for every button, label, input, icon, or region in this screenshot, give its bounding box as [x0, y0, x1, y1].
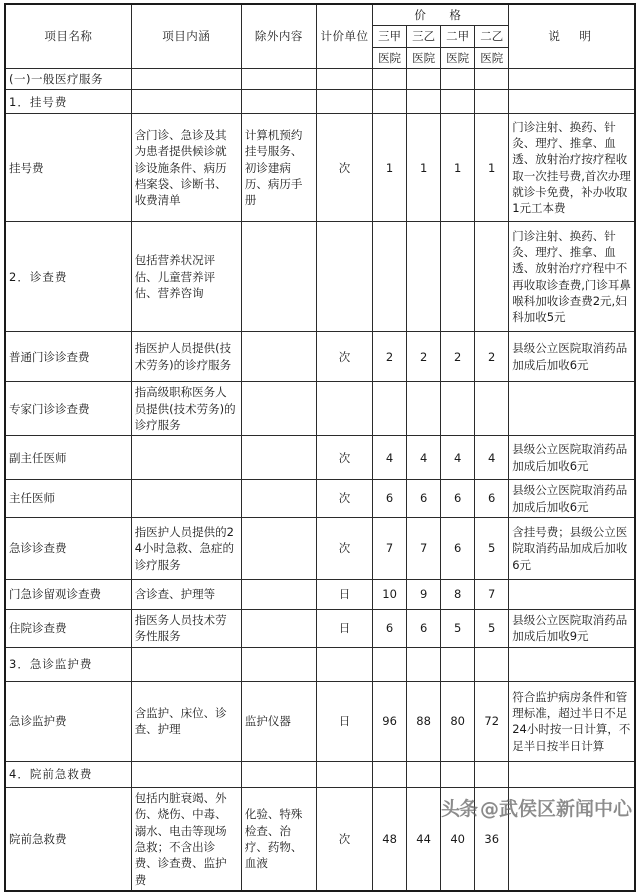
cell-pricing-unit [316, 647, 372, 681]
cell-note [509, 647, 635, 681]
cell-pricing-unit: 次 [316, 517, 372, 579]
cell-note: 县级公立医院取消药品加成后加收6元 [509, 480, 635, 518]
cell-price-tier-3 [441, 90, 475, 114]
header-pricing-unit: 计价单位 [316, 4, 372, 68]
header-price-tier-4-line2: 医院 [475, 47, 509, 68]
cell-price-tier-2: 7 [407, 517, 441, 579]
cell-price-tier-1 [373, 761, 407, 787]
table-row [5, 332, 635, 382]
cell-price-tier-3: 5 [441, 609, 475, 647]
cell-price-tier-2 [407, 68, 441, 89]
cell-connotation: 含门诊、急诊及其为患者提供候诊就诊设施条件、病历档案袋、诊断书、收费清单 [131, 114, 241, 222]
cell-pricing-unit: 日 [316, 681, 372, 761]
header-exclusion: 除外内容 [241, 4, 316, 68]
cell-connotation [131, 90, 241, 114]
header-price-tier-2-line1: 三乙 [407, 26, 441, 47]
header-note: 说 明 [509, 4, 635, 68]
table-row [5, 436, 635, 480]
cell-item-name: 主任医师 [5, 480, 131, 518]
table-row [5, 579, 635, 609]
cell-exclusion [241, 517, 316, 579]
cell-price-tier-1: 6 [373, 480, 407, 518]
cell-price-tier-1: 6 [373, 609, 407, 647]
cell-note: 县级公立医院取消药品加成后加收9元 [509, 609, 635, 647]
cell-price-tier-2 [407, 90, 441, 114]
cell-price-tier-2 [407, 222, 441, 332]
cell-price-tier-3: 6 [441, 480, 475, 518]
cell-item-name: 专家门诊诊查费 [5, 382, 131, 436]
cell-price-tier-4 [475, 647, 509, 681]
cell-exclusion [241, 761, 316, 787]
cell-pricing-unit: 次 [316, 787, 372, 890]
header-price-tier-3-line1: 二甲 [441, 26, 475, 47]
header-row-top [5, 4, 635, 26]
cell-connotation [131, 436, 241, 480]
cell-pricing-unit: 次 [316, 480, 372, 518]
cell-exclusion [241, 222, 316, 332]
cell-exclusion [241, 579, 316, 609]
cell-item-name: 副主任医师 [5, 436, 131, 480]
cell-price-tier-1: 4 [373, 436, 407, 480]
cell-note [509, 579, 635, 609]
header-price-tier-3-line2: 医院 [441, 47, 475, 68]
cell-price-tier-4: 72 [475, 681, 509, 761]
cell-note [509, 761, 635, 787]
cell-connotation: 含诊查、护理等 [131, 579, 241, 609]
header-price-group: 价 格 [373, 4, 509, 26]
watermark-text: @武侯区新闻中心 [479, 798, 632, 820]
cell-connotation: 指高级职称医务人员提供(技术劳务)的诊疗服务 [131, 382, 241, 436]
table-row [5, 68, 635, 89]
cell-price-tier-4 [475, 382, 509, 436]
cell-price-tier-4 [475, 68, 509, 89]
cell-connotation [131, 68, 241, 89]
cell-pricing-unit [316, 382, 372, 436]
table-row [5, 90, 635, 114]
cell-price-tier-1: 96 [373, 681, 407, 761]
cell-price-tier-2 [407, 647, 441, 681]
cell-pricing-unit: 次 [316, 436, 372, 480]
cell-note: 符合监护病房条件和管理标准，超过半日不足24小时按一日计算，不足半日按半日计算 [509, 681, 635, 761]
cell-item-name: 住院诊查费 [5, 609, 131, 647]
cell-note: 门诊注射、换药、针灸、理疗、推拿、血透、放射治疗按疗程收取一次挂号费,首次办理就诊卡免费，补办收取1元工本费 [509, 114, 635, 222]
cell-item-name: 2．诊查费 [5, 222, 131, 332]
cell-price-tier-1: 10 [373, 579, 407, 609]
cell-price-tier-1: 1 [373, 114, 407, 222]
cell-price-tier-3 [441, 222, 475, 332]
cell-price-tier-3 [441, 68, 475, 89]
cell-connotation: 含监护、床位、诊查、护理 [131, 681, 241, 761]
cell-price-tier-1 [373, 222, 407, 332]
cell-price-tier-3 [441, 382, 475, 436]
price-table-document [0, 3, 640, 887]
table-body [5, 68, 635, 890]
cell-price-tier-2: 4 [407, 436, 441, 480]
header-price-tier-4-line1: 二乙 [475, 26, 509, 47]
table-row [5, 382, 635, 436]
cell-price-tier-4 [475, 761, 509, 787]
cell-exclusion [241, 382, 316, 436]
cell-exclusion [241, 480, 316, 518]
cell-price-tier-3: 2 [441, 332, 475, 382]
cell-pricing-unit: 日 [316, 579, 372, 609]
cell-pricing-unit [316, 90, 372, 114]
table-header [5, 4, 635, 68]
cell-price-tier-4: 4 [475, 436, 509, 480]
cell-price-tier-4 [475, 222, 509, 332]
cell-price-tier-4: 36 [475, 787, 509, 890]
watermark-logo: 头条 [440, 798, 477, 820]
cell-price-tier-4: 5 [475, 517, 509, 579]
table-row [5, 761, 635, 787]
cell-price-tier-2 [407, 382, 441, 436]
cell-note [509, 68, 635, 89]
cell-exclusion: 化验、特殊检查、治疗、药物、血液 [241, 787, 316, 890]
cell-connotation: 指医务人员技术劳务性服务 [131, 609, 241, 647]
cell-price-tier-2: 6 [407, 609, 441, 647]
cell-connotation: 指医护人员提供的24小时急救、急症的诊疗服务 [131, 517, 241, 579]
cell-exclusion [241, 332, 316, 382]
cell-price-tier-1: 48 [373, 787, 407, 890]
header-price-tier-1-line1: 三甲 [373, 26, 407, 47]
header-price-tier-1-line2: 医院 [373, 47, 407, 68]
cell-price-tier-3: 8 [441, 579, 475, 609]
cell-price-tier-3: 80 [441, 681, 475, 761]
cell-item-name: 院前急救费 [5, 787, 131, 890]
cell-price-tier-4: 1 [475, 114, 509, 222]
header-item-connotation: 项目内涵 [131, 4, 241, 68]
cell-pricing-unit [316, 761, 372, 787]
cell-note: 县级公立医院取消药品加成后加收6元 [509, 436, 635, 480]
cell-connotation: 包括营养状况评估、儿童营养评估、营养咨询 [131, 222, 241, 332]
cell-price-tier-1 [373, 68, 407, 89]
cell-price-tier-4: 5 [475, 609, 509, 647]
table-row [5, 114, 635, 222]
table-row [5, 480, 635, 518]
cell-note: 县级公立医院取消药品加成后加收6元 [509, 332, 635, 382]
cell-price-tier-4 [475, 90, 509, 114]
cell-pricing-unit: 次 [316, 332, 372, 382]
cell-price-tier-2: 44 [407, 787, 441, 890]
cell-price-tier-3 [441, 647, 475, 681]
cell-item-name: 普通门诊诊查费 [5, 332, 131, 382]
cell-price-tier-4: 6 [475, 480, 509, 518]
header-item-name: 项目名称 [5, 4, 131, 68]
cell-item-name: 3．急诊监护费 [5, 647, 131, 681]
cell-pricing-unit [316, 222, 372, 332]
cell-note [509, 382, 635, 436]
cell-exclusion [241, 436, 316, 480]
cell-price-tier-2 [407, 761, 441, 787]
cell-price-tier-1 [373, 382, 407, 436]
cell-item-name: 急诊诊查费 [5, 517, 131, 579]
cell-price-tier-4: 2 [475, 332, 509, 382]
cell-item-name: 4．院前急救费 [5, 761, 131, 787]
cell-price-tier-1 [373, 647, 407, 681]
cell-exclusion [241, 609, 316, 647]
cell-price-tier-2: 1 [407, 114, 441, 222]
cell-pricing-unit [316, 68, 372, 89]
cell-price-tier-1: 2 [373, 332, 407, 382]
cell-pricing-unit: 日 [316, 609, 372, 647]
cell-exclusion [241, 647, 316, 681]
cell-connotation: 指医护人员提供(技术劳务)的诊疗服务 [131, 332, 241, 382]
cell-exclusion [241, 68, 316, 89]
cell-price-tier-3 [441, 761, 475, 787]
cell-item-name: (一)一般医疗服务 [5, 68, 131, 89]
cell-exclusion [241, 90, 316, 114]
cell-connotation: 包括内脏衰竭、外伤、烧伤、中毒、溺水、电击等现场急救；不含出诊费、诊查费、监护费 [131, 787, 241, 890]
cell-price-tier-2: 2 [407, 332, 441, 382]
cell-note: 含挂号费；县级公立医院取消药品加成后加收6元 [509, 517, 635, 579]
table-row [5, 609, 635, 647]
cell-price-tier-3: 4 [441, 436, 475, 480]
cell-connotation [131, 647, 241, 681]
cell-connotation [131, 761, 241, 787]
cell-note [509, 90, 635, 114]
cell-price-tier-2: 9 [407, 579, 441, 609]
cell-note: 门诊注射、换药、针灸、理疗、推拿、血透、放射治疗疗程中不再收取诊查费,门诊耳鼻喉科加收诊查费2元,妇科加收5元 [509, 222, 635, 332]
cell-price-tier-3: 40 [441, 787, 475, 890]
cell-item-name: 急诊监护费 [5, 681, 131, 761]
table-row [5, 681, 635, 761]
cell-note [509, 787, 635, 890]
cell-price-tier-3: 1 [441, 114, 475, 222]
table-row [5, 787, 635, 890]
cell-exclusion: 计算机预约挂号服务、初诊建病历、病历手册 [241, 114, 316, 222]
table-row [5, 647, 635, 681]
cell-price-tier-1: 7 [373, 517, 407, 579]
table-row [5, 222, 635, 332]
cell-item-name: 门急诊留观诊查费 [5, 579, 131, 609]
cell-pricing-unit: 次 [316, 114, 372, 222]
cell-price-tier-2: 88 [407, 681, 441, 761]
cell-price-tier-3: 6 [441, 517, 475, 579]
table-row [5, 517, 635, 579]
cell-exclusion: 监护仪器 [241, 681, 316, 761]
header-price-tier-2-line2: 医院 [407, 47, 441, 68]
medical-service-price-table [4, 3, 636, 892]
cell-item-name: 挂号费 [5, 114, 131, 222]
cell-item-name: 1．挂号费 [5, 90, 131, 114]
cell-connotation [131, 480, 241, 518]
cell-price-tier-4: 7 [475, 579, 509, 609]
cell-price-tier-2: 6 [407, 480, 441, 518]
cell-price-tier-1 [373, 90, 407, 114]
